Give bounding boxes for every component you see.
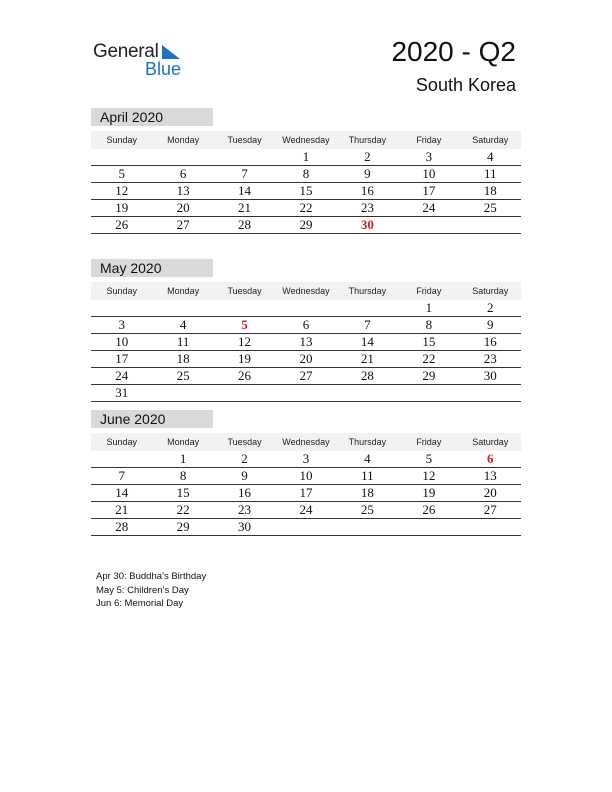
weekday-label: Monday	[167, 286, 200, 296]
weekday-label: Wednesday	[282, 135, 330, 145]
day-cell: 15	[422, 334, 436, 349]
day-cell	[460, 385, 521, 401]
holiday-note: May 5: Children’s Day	[96, 584, 189, 596]
day-cell: 9	[486, 317, 494, 332]
day-cell	[214, 149, 275, 165]
day-cell: 13	[483, 468, 497, 483]
day-cell: 24	[115, 368, 129, 383]
day-cell: 29	[176, 519, 190, 534]
day-cell: 23	[360, 200, 374, 215]
day-cell: 27	[176, 217, 190, 232]
day-cell: 25	[360, 502, 374, 517]
day-cell: 10	[422, 166, 436, 181]
day-cell: 3	[425, 149, 433, 164]
day-cell: 15	[299, 183, 313, 198]
week-row	[91, 183, 521, 200]
day-cell: 26	[115, 217, 129, 232]
day-cell: 23	[483, 351, 497, 366]
weekday-label: Friday	[416, 135, 442, 145]
week-row	[91, 334, 521, 351]
week-row	[91, 385, 521, 402]
weekday-header-row	[91, 282, 521, 300]
day-cell: 14	[115, 485, 129, 500]
day-cell	[91, 300, 152, 316]
weekday-label: Friday	[416, 437, 442, 447]
logo	[93, 41, 193, 81]
day-cell: 10	[115, 334, 129, 349]
week-row	[91, 200, 521, 217]
day-cell	[337, 519, 398, 535]
day-cell: 7	[241, 166, 248, 181]
day-cell: 24	[422, 200, 436, 215]
day-cell	[91, 149, 152, 165]
day-cell: 16	[360, 183, 374, 198]
day-cell: 19	[115, 200, 129, 215]
day-cell: 4	[486, 149, 494, 164]
day-cell: 2	[241, 451, 248, 466]
month-label: April 2020	[91, 108, 213, 126]
day-cell: 6	[486, 451, 494, 466]
day-cell: 6	[302, 317, 310, 332]
day-cell	[152, 149, 213, 165]
day-cell: 12	[422, 468, 436, 483]
day-cell: 4	[179, 317, 187, 332]
day-cell: 13	[299, 334, 313, 349]
day-cell: 26	[238, 368, 252, 383]
day-cell: 9	[241, 468, 248, 483]
day-cell	[337, 300, 398, 316]
day-cell: 2	[486, 300, 494, 315]
week-row	[91, 149, 521, 166]
day-cell: 6	[179, 166, 187, 181]
week-row	[91, 468, 521, 485]
day-cell: 17	[115, 351, 129, 366]
day-cell: 30	[483, 368, 497, 383]
day-cell: 23	[238, 502, 252, 517]
day-cell: 13	[176, 183, 190, 198]
week-row	[91, 351, 521, 368]
day-cell: 21	[238, 200, 252, 215]
logo-general-text: General	[93, 41, 159, 62]
weekday-label: Sunday	[106, 286, 137, 296]
day-cell: 25	[176, 368, 190, 383]
day-cell: 11	[361, 468, 374, 483]
day-cell	[337, 385, 398, 401]
day-cell	[152, 300, 213, 316]
holiday-note: Apr 30: Buddha’s Birthday	[96, 571, 207, 582]
week-row	[91, 502, 521, 519]
weekday-label: Friday	[416, 286, 442, 296]
day-cell: 14	[360, 334, 374, 349]
day-cell: 21	[115, 502, 129, 517]
weekday-header-row	[91, 433, 521, 451]
weekday-label: Wednesday	[282, 286, 330, 296]
day-cell: 29	[422, 368, 436, 383]
day-cell: 28	[238, 217, 252, 232]
day-cell: 18	[176, 351, 190, 366]
day-cell: 24	[299, 502, 313, 517]
day-cell: 8	[179, 468, 187, 483]
day-cell: 22	[422, 351, 436, 366]
day-cell: 3	[118, 317, 125, 332]
day-cell: 27	[483, 502, 497, 517]
day-cell: 12	[115, 183, 129, 198]
day-cell: 8	[425, 317, 433, 332]
country-name: South Korea	[415, 75, 516, 95]
day-cell	[398, 385, 459, 401]
weekday-label: Thursday	[348, 437, 387, 447]
day-cell	[152, 385, 213, 401]
day-cell: 3	[302, 451, 310, 466]
weekday-label: Thursday	[348, 135, 387, 145]
day-cell: 9	[364, 166, 371, 181]
weekday-label: Tuesday	[227, 286, 262, 296]
day-cell: 7	[364, 317, 371, 332]
day-cell	[91, 451, 152, 467]
day-cell: 1	[302, 149, 310, 164]
day-cell: 21	[360, 351, 374, 366]
page-title: 2020 - Q2	[391, 36, 516, 67]
day-cell: 22	[176, 502, 190, 517]
week-row	[91, 485, 521, 502]
day-cell	[275, 300, 336, 316]
week-row	[91, 519, 521, 536]
holiday-note: Jun 6: Memorial Day	[96, 598, 184, 609]
weekday-label: Saturday	[472, 437, 509, 447]
day-cell: 20	[483, 485, 497, 500]
day-cell: 30	[238, 519, 252, 534]
day-cell	[398, 519, 459, 535]
weekday-label: Saturday	[472, 286, 509, 296]
weeks	[91, 300, 521, 402]
day-cell	[214, 385, 275, 401]
weekday-label: Wednesday	[282, 437, 330, 447]
holiday-notes	[96, 570, 206, 611]
day-cell: 28	[360, 368, 374, 383]
week-row	[91, 317, 521, 334]
week-row	[91, 300, 521, 317]
day-cell: 5	[241, 317, 248, 332]
day-cell: 31	[115, 385, 129, 400]
day-cell: 5	[118, 166, 125, 181]
weekday-header-row	[91, 131, 521, 149]
day-cell: 28	[115, 519, 129, 534]
day-cell: 16	[483, 334, 497, 349]
day-cell: 17	[299, 485, 313, 500]
day-cell	[275, 385, 336, 401]
day-cell: 10	[299, 468, 313, 483]
week-row	[91, 451, 521, 468]
day-cell: 29	[299, 217, 313, 232]
day-cell: 16	[238, 485, 252, 500]
day-cell: 17	[422, 183, 436, 198]
logo-blue-text: Blue	[145, 59, 182, 79]
weekday-label: Thursday	[348, 286, 387, 296]
month-may	[91, 259, 521, 402]
day-cell: 27	[299, 368, 313, 383]
day-cell: 11	[483, 166, 497, 181]
month-label: June 2020	[91, 410, 213, 428]
weeks	[91, 451, 521, 536]
day-cell: 8	[302, 166, 310, 181]
day-cell	[460, 519, 521, 535]
day-cell: 19	[422, 485, 436, 500]
day-cell: 20	[299, 351, 313, 366]
weekday-label: Monday	[167, 135, 200, 145]
day-cell: 4	[364, 451, 371, 466]
day-cell: 1	[425, 300, 433, 315]
weekday-label: Sunday	[106, 135, 137, 145]
weekday-label: Tuesday	[227, 437, 262, 447]
day-cell: 26	[422, 502, 436, 517]
day-cell: 22	[299, 200, 313, 215]
week-row	[91, 217, 521, 234]
day-cell: 7	[118, 468, 125, 483]
day-cell	[275, 519, 336, 535]
day-cell: 2	[364, 149, 371, 164]
day-cell: 19	[238, 351, 252, 366]
day-cell	[460, 217, 521, 233]
month-label: May 2020	[91, 259, 213, 277]
weekday-label: Saturday	[472, 135, 509, 145]
weekday-label: Monday	[167, 437, 200, 447]
weeks	[91, 149, 521, 234]
day-cell: 11	[176, 334, 190, 349]
month-june	[91, 410, 521, 536]
day-cell: 15	[176, 485, 190, 500]
day-cell: 12	[238, 334, 252, 349]
day-cell: 20	[176, 200, 190, 215]
day-cell: 14	[238, 183, 252, 198]
week-row	[91, 166, 521, 183]
day-cell: 18	[360, 485, 374, 500]
weekday-label: Sunday	[106, 437, 137, 447]
day-cell	[214, 300, 275, 316]
weekday-label: Tuesday	[227, 135, 262, 145]
day-cell: 18	[483, 183, 497, 198]
day-cell: 25	[483, 200, 497, 215]
day-cell: 1	[179, 451, 187, 466]
day-cell	[398, 217, 459, 233]
month-april	[91, 108, 521, 234]
day-cell: 5	[425, 451, 433, 466]
week-row	[91, 368, 521, 385]
day-cell: 30	[360, 217, 374, 232]
